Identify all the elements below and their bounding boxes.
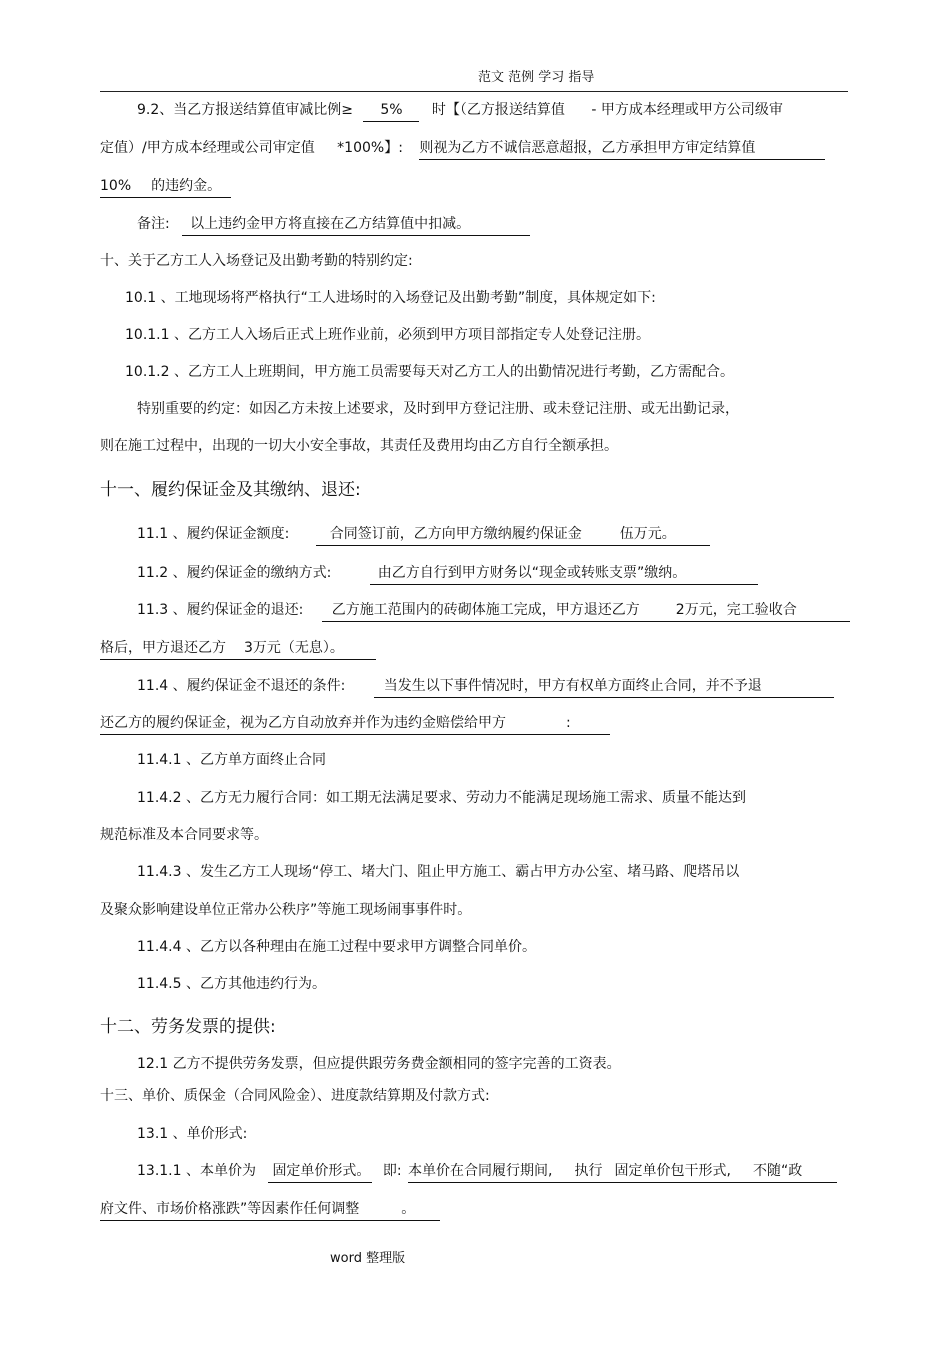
clause-11-3-text2: 格后，甲方退还乙方 (100, 640, 226, 656)
clause-11-3-amount1: 2万元，完工验收合 (675, 602, 797, 618)
clause-11-4-line2 (100, 713, 610, 735)
clause-9-2-percent: *100%】: (337, 140, 403, 156)
page-header: 范文 范例 学习 指导 (478, 70, 595, 85)
clause-13-1-1-terms (408, 1161, 837, 1183)
clause-13-1-1-line2 (100, 1199, 440, 1221)
clause-11-4-4: 11.4.4 、乙方以各种理由在施工过程中要求甲方调整合同单价。 (137, 939, 536, 955)
clause-11-4-2-line2: 规范标准及本合同要求等。 (100, 827, 268, 843)
clause-11-4-1: 11.4.1 、乙方单方面终止合同 (137, 752, 326, 768)
clause-13-1-1-lump: 固定单价包干形式, (614, 1163, 731, 1179)
clause-9-2-consequence: 则视为乙方不诚信恶意超报，乙方承担甲方审定结算值 (419, 138, 825, 160)
section-11-title: 十一、履约保证金及其缴纳、退还: (100, 480, 361, 500)
clause-12-1: 12.1 乙方不提供劳务发票，但应提供跟劳务费金额相同的签字完善的工资表。 (137, 1056, 621, 1072)
clause-13-1-1-form: 固定单价形式。 (268, 1161, 372, 1183)
clause-11-3-amount2: 3万元（无息）。 (244, 640, 344, 656)
section-10-title: 十、关于乙方工人入场登记及出勤考勤的特别约定: (100, 253, 413, 269)
clause-11-4-text2: 还乙方的履约保证金，视为乙方自动放弃并作为违约金赔偿给甲方 (100, 715, 506, 731)
clause-13-1-1-period: 本单价在合同履行期间, (408, 1163, 553, 1179)
clause-10-1-1: 10.1.1 、乙方工人入场后正式上班作业前，必须到甲方项目部指定专人处登记注册。 (125, 327, 650, 343)
clause-11-4-5: 11.4.5 、乙方其他违约行为。 (137, 976, 326, 992)
clause-9-2-intro: 9.2、当乙方报送结算值审减比例≥ (137, 102, 353, 118)
remark-label: 备注: (137, 216, 170, 232)
clause-11-3-text: 乙方施工范围内的砖砌体施工完成，甲方退还乙方 (331, 602, 640, 618)
special-agreement-line1: 特别重要的约定：如因乙方未按上述要求，及时到甲方登记注册、或未登记注册、或无出勤记录， (137, 401, 739, 417)
clause-13-1: 13.1 、单价形式: (137, 1126, 248, 1142)
clause-13-1-1-end: 。 (401, 1201, 416, 1217)
clause-13-1-1-exec: 执行 (574, 1163, 603, 1179)
header-rule (100, 91, 848, 92)
clause-9-2-formula-cont: - 甲方成本经理或甲方公司级审 (591, 102, 783, 118)
clause-13-1-1-norise: 不随“政 (752, 1163, 803, 1179)
clause-11-2-value: 由乙方自行到甲方财务以“现金或转账支票”缴纳。 (370, 563, 758, 585)
clause-9-2-line1 (137, 100, 783, 122)
clause-11-1-value (316, 524, 710, 546)
remark-line (137, 214, 530, 236)
clause-9-2-line2 (100, 138, 848, 160)
clause-11-2-label: 11.2 、履约保证金的缴纳方式: (137, 565, 332, 581)
clause-11-1-label: 11.1 、履约保证金额度: (137, 526, 290, 542)
clause-11-3-line2 (100, 638, 376, 660)
clause-11-4-value: 当发生以下事件情况时，甲方有权单方面终止合同，并不予退 (374, 676, 834, 698)
clause-13-1-1-label: 13.1.1 、本单价为 (137, 1163, 256, 1179)
clause-11-4-line1 (137, 676, 848, 698)
clause-11-2 (137, 563, 758, 585)
clause-11-3-line1 (137, 600, 848, 622)
clause-13-1-1-terms-cont (100, 1199, 440, 1221)
clause-11-4-3-line2: 及聚众影响建设单位正常办公秩序”等施工现场闹事事件时。 (100, 902, 472, 918)
clause-11-1-amount: 伍万元。 (619, 526, 676, 542)
clause-11-4-value-cont (100, 713, 610, 735)
clause-11-4-label: 11.4 、履约保证金不退还的条件: (137, 678, 346, 694)
special-agreement-line2: 则在施工过程中，出现的一切大小安全事故，其责任及费用均由乙方自行全额承担。 (100, 438, 618, 454)
clause-13-1-1-adjust: 府文件、市场价格涨跌”等因素作任何调整 (100, 1201, 360, 1217)
remark-text: 以上违约金甲方将直接在乙方结算值中扣减。 (182, 214, 530, 236)
clause-11-3-value (322, 600, 850, 622)
clause-9-2-formula: 时【（乙方报送结算值 (431, 102, 565, 118)
clause-9-2-penalty-text: 的违约金。 (151, 178, 222, 194)
section-13-title: 十三、单价、质保金（合同风险金）、进度款结算期及付款方式: (100, 1088, 490, 1104)
clause-13-1-1-ie: 即: (382, 1163, 402, 1179)
clause-11-1-text: 合同签订前，乙方向甲方缴纳履约保证金 (329, 526, 582, 542)
clause-11-4-2-line1: 11.4.2 、乙方无力履行合同：如工期无法满足要求、劳动力不能满足现场施工需求、质量不能达到 (137, 790, 746, 806)
clause-11-4-3-line1: 11.4.3 、发生乙方工人现场“停工、堵大门、阻止甲方施工、霸占甲方办公室、堵马路、爬塔吊以 (137, 864, 740, 880)
clause-9-2-penalty-rate: 10% (100, 178, 132, 194)
clause-10-1-2: 10.1.2 、乙方工人上班期间，甲方施工员需要每天对乙方工人的出勤情况进行考勤，乙方需配合。 (125, 364, 734, 380)
clause-11-3-value-cont (100, 638, 376, 660)
page-footer: word 整理版 (330, 1251, 406, 1266)
clause-10-1: 10.1 、工地现场将严格执行“工人进场时的入场登记及出勤考勤”制度，具体规定如下: (125, 290, 656, 306)
clause-9-2-ratio: 5% (363, 100, 419, 122)
clause-11-3-label: 11.3 、履约保证金的退还: (137, 602, 304, 618)
section-12-title: 十二、劳务发票的提供: (100, 1017, 276, 1037)
clause-11-4-colon: : (566, 715, 571, 731)
clause-9-2-penalty (100, 176, 231, 198)
clause-9-2-line3 (100, 176, 231, 198)
clause-13-1-1-line1 (137, 1161, 848, 1183)
clause-11-1 (137, 524, 710, 546)
clause-9-2-formula-end: 定值）/甲方成本经理或公司审定值 (100, 140, 315, 156)
